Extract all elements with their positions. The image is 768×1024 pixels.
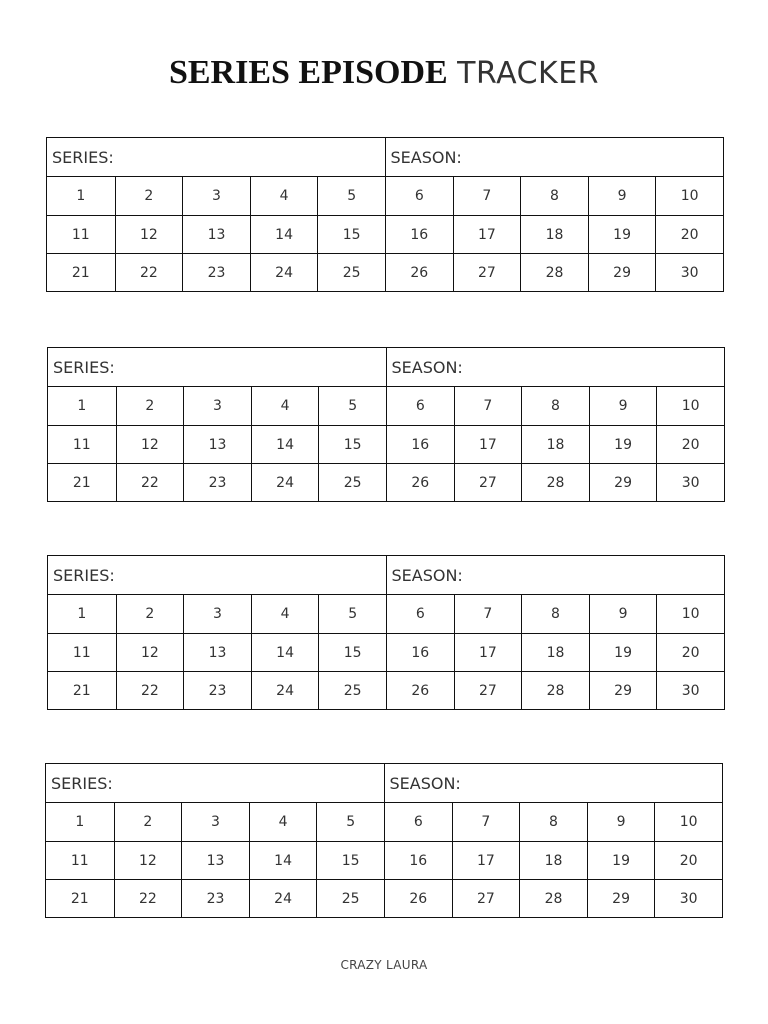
episode-cell[interactable]: 10 <box>654 803 722 841</box>
episode-cell[interactable]: 29 <box>589 671 657 709</box>
episode-cell[interactable]: 21 <box>48 463 116 501</box>
season-field[interactable] <box>386 556 725 594</box>
episode-cell[interactable]: 17 <box>454 633 522 671</box>
episode-cell[interactable]: 30 <box>654 879 722 917</box>
episode-cell[interactable]: 27 <box>452 879 520 917</box>
episode-cell[interactable]: 22 <box>116 671 184 709</box>
episode-tracker <box>45 763 723 918</box>
episode-cell[interactable]: 7 <box>453 177 521 215</box>
episode-cell[interactable]: 20 <box>654 841 722 879</box>
episode-cell[interactable]: 3 <box>183 595 251 633</box>
episode-cell[interactable]: 7 <box>454 595 522 633</box>
episode-cell[interactable]: 6 <box>386 387 454 425</box>
episode-cell[interactable]: 24 <box>251 463 319 501</box>
episode-cell[interactable]: 3 <box>182 177 250 215</box>
episode-cell[interactable]: 13 <box>183 425 251 463</box>
episode-cell[interactable]: 15 <box>318 633 386 671</box>
page-title <box>0 50 768 96</box>
episode-cell[interactable]: 5 <box>318 387 386 425</box>
episode-cell[interactable]: 30 <box>655 253 723 291</box>
episode-cell[interactable]: 14 <box>250 215 318 253</box>
series-label: SERIES: <box>52 147 114 167</box>
episode-cell[interactable]: 27 <box>454 671 522 709</box>
episode-cell[interactable]: 12 <box>115 215 183 253</box>
episode-cell[interactable]: 8 <box>521 595 589 633</box>
episode-cell[interactable]: 22 <box>115 253 183 291</box>
episode-cell[interactable]: 11 <box>48 633 116 671</box>
episode-cell[interactable]: 19 <box>588 215 656 253</box>
episode-cell[interactable]: 22 <box>116 463 184 501</box>
episode-cell[interactable]: 12 <box>114 841 182 879</box>
episode-cell[interactable]: 26 <box>384 879 452 917</box>
tracker-header <box>47 138 723 177</box>
episode-cell[interactable]: 7 <box>452 803 520 841</box>
footer-brand: CRAZY LAURA <box>340 958 428 972</box>
episode-cell[interactable]: 13 <box>183 633 251 671</box>
episode-cell[interactable]: 23 <box>181 879 249 917</box>
episode-cell[interactable]: 24 <box>251 671 319 709</box>
series-field[interactable] <box>48 556 386 594</box>
episode-cell[interactable]: 1 <box>75 814 85 830</box>
episode-cell[interactable]: 9 <box>587 803 655 841</box>
episode-cell[interactable]: 4 <box>251 595 319 633</box>
episode-cell[interactable]: 18 <box>521 425 589 463</box>
series-label: SERIES: <box>53 565 115 585</box>
episode-tracker <box>46 137 724 292</box>
episode-cell[interactable]: 15 <box>316 841 384 879</box>
season-label: SEASON: <box>390 147 462 167</box>
episode-cell[interactable]: 4 <box>250 177 318 215</box>
episode-cell[interactable]: 1 <box>76 188 86 204</box>
episode-grid <box>48 387 724 501</box>
tracker-header <box>48 556 724 595</box>
episode-cell[interactable]: 16 <box>386 425 454 463</box>
episode-cell[interactable]: 11 <box>47 215 115 253</box>
episode-cell[interactable]: 3 <box>183 387 251 425</box>
episode-cell[interactable]: 2 <box>114 803 182 841</box>
episode-grid <box>46 803 722 917</box>
episode-cell[interactable]: 28 <box>520 253 588 291</box>
episode-cell[interactable]: 30 <box>656 671 724 709</box>
episode-cell[interactable]: 11 <box>46 841 114 879</box>
episode-cell[interactable]: 28 <box>521 463 589 501</box>
episode-cell[interactable]: 25 <box>316 879 384 917</box>
episode-cell[interactable]: 2 <box>115 177 183 215</box>
episode-cell[interactable]: 19 <box>589 425 657 463</box>
episode-cell[interactable]: 25 <box>318 671 386 709</box>
episode-cell[interactable]: 26 <box>385 253 453 291</box>
season-label: SEASON: <box>389 773 461 793</box>
episode-cell[interactable]: 16 <box>386 633 454 671</box>
episode-cell[interactable]: 22 <box>114 879 182 917</box>
episode-cell[interactable]: 6 <box>385 177 453 215</box>
episode-cell[interactable]: 7 <box>454 387 522 425</box>
episode-cell[interactable]: 24 <box>250 253 318 291</box>
episode-cell[interactable]: 21 <box>47 253 115 291</box>
episode-cell[interactable]: 28 <box>519 879 587 917</box>
episode-cell[interactable]: 21 <box>48 671 116 709</box>
episode-cell[interactable]: 3 <box>181 803 249 841</box>
episode-cell[interactable]: 21 <box>46 879 114 917</box>
episode-cell[interactable]: 30 <box>656 463 724 501</box>
episode-cell[interactable]: 14 <box>251 425 319 463</box>
episode-cell[interactable]: 18 <box>520 215 588 253</box>
episode-cell[interactable]: 29 <box>588 253 656 291</box>
episode-cell[interactable]: 20 <box>655 215 723 253</box>
episode-cell[interactable]: 10 <box>655 177 723 215</box>
season-label: SEASON: <box>391 565 463 585</box>
episode-cell[interactable]: 25 <box>318 463 386 501</box>
episode-cell[interactable]: 16 <box>385 215 453 253</box>
episode-cell[interactable]: 8 <box>520 177 588 215</box>
episode-cell[interactable]: 18 <box>521 633 589 671</box>
episode-cell[interactable]: 5 <box>318 595 386 633</box>
episode-cell[interactable]: 15 <box>318 425 386 463</box>
episode-cell[interactable]: 20 <box>656 425 724 463</box>
episode-cell[interactable]: 10 <box>656 595 724 633</box>
episode-tracker <box>47 555 725 710</box>
title-light: TRACKER <box>457 56 600 91</box>
episode-cell[interactable]: 9 <box>589 387 657 425</box>
series-label: SERIES: <box>53 357 115 377</box>
episode-cell[interactable]: 16 <box>384 841 452 879</box>
episode-cell[interactable]: 9 <box>589 595 657 633</box>
episode-cell[interactable]: 14 <box>251 633 319 671</box>
episode-cell[interactable]: 23 <box>182 253 250 291</box>
series-field[interactable] <box>48 348 386 386</box>
series-label: SERIES: <box>51 773 113 793</box>
season-field[interactable] <box>385 138 724 176</box>
episode-cell[interactable]: 27 <box>453 253 521 291</box>
episode-cell[interactable]: 4 <box>249 803 317 841</box>
episode-cell[interactable]: 29 <box>589 463 657 501</box>
season-field[interactable] <box>386 348 725 386</box>
episode-cell[interactable]: 17 <box>453 215 521 253</box>
title-bold: SERIES EPISODE <box>168 54 448 91</box>
episode-cell[interactable]: 25 <box>317 253 385 291</box>
episode-cell[interactable]: 6 <box>386 595 454 633</box>
episode-cell[interactable]: 28 <box>521 671 589 709</box>
season-label: SEASON: <box>391 357 463 377</box>
episode-cell[interactable]: 2 <box>116 387 184 425</box>
episode-cell[interactable]: 19 <box>589 633 657 671</box>
episode-cell[interactable]: 24 <box>249 879 317 917</box>
episode-cell[interactable]: 5 <box>317 177 385 215</box>
episode-cell[interactable]: 6 <box>384 803 452 841</box>
season-field[interactable] <box>384 764 723 802</box>
series-field[interactable] <box>47 138 385 176</box>
tracker-header <box>48 348 724 387</box>
episode-cell[interactable]: 2 <box>116 595 184 633</box>
episode-cell[interactable]: 26 <box>386 671 454 709</box>
episode-cell[interactable]: 19 <box>587 841 655 879</box>
episode-cell[interactable]: 4 <box>251 387 319 425</box>
episode-cell[interactable]: 17 <box>454 425 522 463</box>
episode-cell[interactable]: 11 <box>48 425 116 463</box>
episode-cell[interactable]: 9 <box>588 177 656 215</box>
episode-grid <box>48 595 724 709</box>
episode-cell[interactable]: 13 <box>181 841 249 879</box>
series-field[interactable] <box>46 764 384 802</box>
episode-cell[interactable]: 26 <box>386 463 454 501</box>
episode-cell[interactable]: 8 <box>519 803 587 841</box>
episode-cell[interactable]: 12 <box>116 425 184 463</box>
episode-cell[interactable]: 29 <box>587 879 655 917</box>
episode-cell[interactable]: 12 <box>116 633 184 671</box>
episode-cell[interactable]: 27 <box>454 463 522 501</box>
tracker-header <box>46 764 722 803</box>
episode-cell[interactable]: 15 <box>317 215 385 253</box>
episode-cell[interactable]: 10 <box>656 387 724 425</box>
episode-cell[interactable]: 1 <box>77 606 87 622</box>
episode-cell[interactable]: 14 <box>249 841 317 879</box>
episode-cell[interactable]: 23 <box>183 671 251 709</box>
episode-cell[interactable]: 13 <box>182 215 250 253</box>
episode-cell[interactable]: 5 <box>316 803 384 841</box>
episode-cell[interactable]: 20 <box>656 633 724 671</box>
episode-tracker <box>47 347 725 502</box>
episode-cell[interactable]: 8 <box>521 387 589 425</box>
episode-cell[interactable]: 17 <box>452 841 520 879</box>
episode-cell[interactable]: 18 <box>519 841 587 879</box>
episode-cell[interactable]: 1 <box>77 398 87 414</box>
episode-cell[interactable]: 23 <box>183 463 251 501</box>
episode-grid <box>47 177 723 291</box>
